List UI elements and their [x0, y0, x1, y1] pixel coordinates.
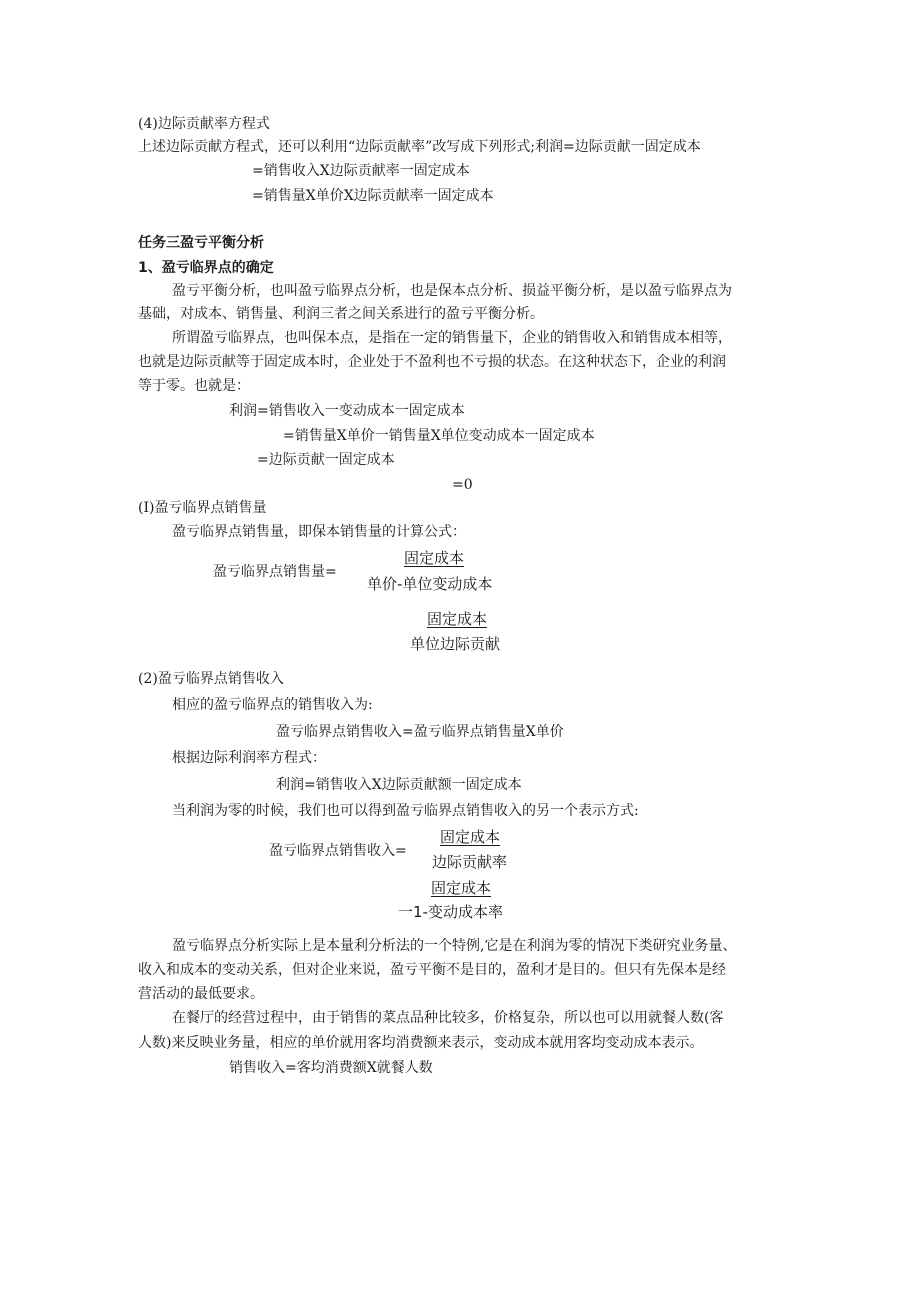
paragraph-line: 根据边际利润率方程式：	[172, 750, 326, 766]
paragraph-line: 盈亏临界点分析实际上是本量利分析法的一个特例,它是在利润为零的情况下类研究业务量、	[172, 938, 737, 954]
paragraph-line: 盈亏临界点销售量，即保本销售量的计算公式：	[172, 524, 466, 540]
formula-line: 利润=销售收入X边际贡献额一固定成本	[276, 777, 522, 793]
formula-line: 销售收入=客均消费额X就餐人数	[229, 1060, 433, 1076]
paragraph-line: 在餐厅的经营过程中，由于销售的菜点品种比较多，价格复杂，所以也可以用就餐人数(客	[172, 1010, 724, 1026]
formula-line: =销售量X单价X边际贡献率一固定成本	[252, 188, 494, 204]
heading-4: (4)边际贡献率方程式	[138, 116, 270, 132]
paragraph-line: 人数)来反映业务量，相应的单价就用客均消费额来表示，变动成本就用客均变动成本表示。	[138, 1035, 704, 1051]
text-line: 上述边际贡献方程式，还可以利用“边际贡献率”改写成下列形式;利润=边际贡献一固定成本	[138, 139, 701, 155]
fraction-denominator: 一1-变动成本率	[398, 903, 503, 921]
formula-line: 利润=销售收入一变动成本一固定成本	[229, 403, 465, 419]
paragraph-line: 相应的盈亏临界点的销售收入为:	[172, 697, 373, 713]
section-title: 任务三盈亏平衡分析	[138, 235, 264, 251]
formula-line: =销售收入X边际贡献率一固定成本	[252, 163, 470, 179]
fraction-denominator: 单价-单位变动成本	[367, 575, 493, 593]
paragraph-line: 所谓盈亏临界点，也叫保本点，是指在一定的销售量下，企业的销售收入和销售成本相等，	[172, 330, 732, 346]
paragraph-line: 营活动的最低要求。	[138, 986, 264, 1002]
heading-1: (I)盈亏临界点销售量	[138, 500, 267, 516]
fraction-denominator: 单位边际贡献	[410, 635, 501, 653]
paragraph-line: 当利润为零的时候，我们也可以得到盈亏临界点销售收入的另一个表示方式:	[172, 803, 639, 819]
fraction-label: 盈亏临界点销售量=	[213, 564, 337, 580]
formula-line: =销售量X单价一销售量X单位变动成本一固定成本	[283, 428, 595, 444]
paragraph-line: 也就是边际贡献等于固定成本时，企业处于不盈利也不亏损的状态。在这种状态下，企业的利润	[138, 354, 726, 370]
fraction-denominator: 边际贡献率	[432, 853, 508, 871]
paragraph-line: 等于零。也就是：	[138, 378, 250, 394]
paragraph-line: 基础，对成本、销售量、利润三者之间关系进行的盈亏平衡分析。	[138, 306, 544, 322]
formula-line: 盈亏临界点销售收入=盈亏临界点销售量X单价	[276, 724, 564, 740]
fraction-numerator: 固定成本	[440, 828, 501, 846]
heading-2: (2)盈亏临界点销售收入	[138, 671, 284, 687]
fraction-numerator: 固定成本	[431, 879, 492, 897]
fraction-label: 盈亏临界点销售收入=	[269, 843, 407, 859]
formula-line: =边际贡献一固定成本	[257, 452, 395, 468]
paragraph-line: 盈亏平衡分析，也叫盈亏临界点分析，也是保本点分析、损益平衡分析，是以盈亏临界点为	[172, 283, 732, 299]
fraction-numerator: 固定成本	[404, 549, 465, 567]
paragraph-line: 收入和成本的变动关系，但对企业来说，盈亏平衡不是目的，盈利才是目的。但只有先保本是经	[138, 962, 726, 978]
fraction-numerator: 固定成本	[427, 610, 488, 628]
formula-line: =0	[452, 477, 473, 493]
subsection-title: 1、盈亏临界点的确定	[138, 260, 274, 276]
